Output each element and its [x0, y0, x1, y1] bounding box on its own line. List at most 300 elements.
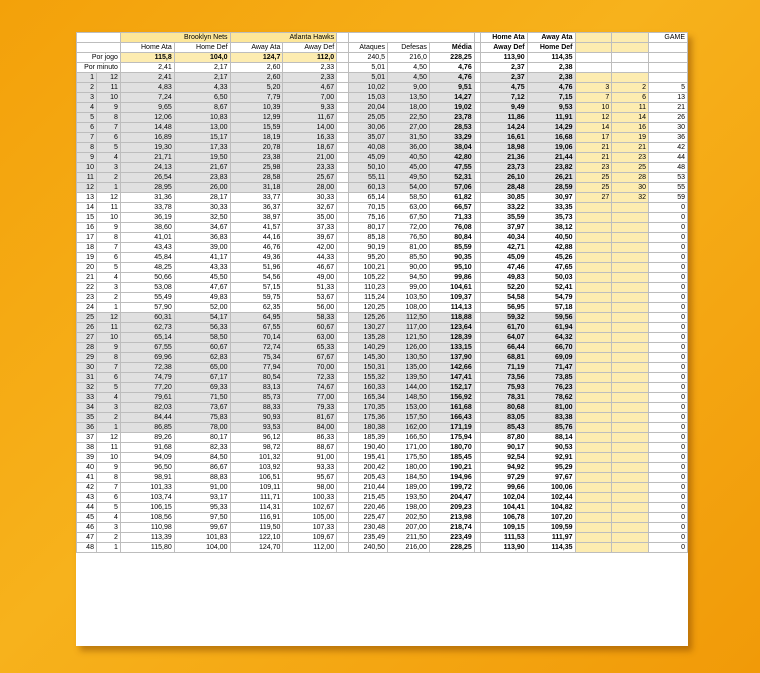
away-def-cell: 90,17 [480, 443, 527, 453]
home-def-cell: 33,35 [527, 203, 575, 213]
table-row [77, 183, 688, 193]
team-value-cell: 94,09 [120, 453, 174, 463]
ataques-cell: 35,07 [349, 133, 388, 143]
team-value-cell: 113,39 [120, 533, 174, 543]
team-value-cell: 64,95 [230, 313, 283, 323]
row-index-cell: 9 [77, 153, 97, 163]
row-index-cell: 24 [77, 303, 97, 313]
media-cell: 204,47 [429, 493, 474, 503]
extra-cell [575, 383, 612, 393]
table-row [77, 103, 688, 113]
blank-cell [649, 63, 688, 73]
extra-cell [575, 533, 612, 543]
team-value-cell: 16,33 [283, 133, 337, 143]
game-cell: 0 [649, 203, 688, 213]
team-value-cell: 58,33 [283, 313, 337, 323]
away-def-cell: 40,34 [480, 233, 527, 243]
table-row [77, 83, 688, 93]
ataques-cell: 200,42 [349, 463, 388, 473]
home-def-cell: 21,44 [527, 153, 575, 163]
team-value-cell: 20,78 [230, 143, 283, 153]
extra-cell [612, 273, 649, 283]
team-value-cell: 51,33 [283, 283, 337, 293]
row-countdown-cell: 7 [96, 123, 120, 133]
row-index-cell: 14 [77, 203, 97, 213]
extra-cell [575, 223, 612, 233]
team-value-cell: 89,26 [120, 433, 174, 443]
game-cell: 0 [649, 333, 688, 343]
row-countdown-cell: 4 [96, 273, 120, 283]
team-value-cell: 79,33 [283, 403, 337, 413]
game-cell: 0 [649, 303, 688, 313]
extra-cell: 10 [575, 103, 612, 113]
row-countdown-cell: 5 [96, 503, 120, 513]
spacer [337, 243, 349, 253]
ataques-cell: 230,48 [349, 523, 388, 533]
spacer [337, 313, 349, 323]
away-def-cell: 99,66 [480, 483, 527, 493]
team-value-cell: 2,41 [120, 73, 174, 83]
extra-cell [575, 263, 612, 273]
away-def-cell: 47,46 [480, 263, 527, 273]
team-value-cell: 56,00 [283, 303, 337, 313]
media-cell: 114,13 [429, 303, 474, 313]
team-value-cell: 25,67 [283, 173, 337, 183]
team-value-cell: 72,33 [283, 373, 337, 383]
extra-cell [575, 493, 612, 503]
extra-cell [575, 253, 612, 263]
team-value-cell: 109,67 [283, 533, 337, 543]
away-def-cell: 92,54 [480, 453, 527, 463]
spacer [337, 203, 349, 213]
team-value-cell: 67,55 [120, 343, 174, 353]
media-cell: 218,74 [429, 523, 474, 533]
team-value-cell: 17,33 [174, 143, 230, 153]
game-cell [649, 73, 688, 83]
team-value-cell: 93,17 [174, 493, 230, 503]
home-def-cell: 47,65 [527, 263, 575, 273]
table-row [77, 523, 688, 533]
extra-cell: 6 [612, 93, 649, 103]
game-cell: 0 [649, 223, 688, 233]
team-value-cell: 65,00 [174, 363, 230, 373]
home-def-cell: 59,56 [527, 313, 575, 323]
home-def-cell: 97,67 [527, 473, 575, 483]
extra-cell [612, 483, 649, 493]
media-cell: 209,23 [429, 503, 474, 513]
team-value-cell: 30,33 [174, 203, 230, 213]
row-countdown-cell: 10 [96, 333, 120, 343]
away-def-cell: 21,36 [480, 153, 527, 163]
media-cell: 42,80 [429, 153, 474, 163]
team-header-hawks: Atlanta Hawks [230, 33, 337, 43]
table-row [77, 413, 688, 423]
table-row [77, 303, 688, 313]
spacer [337, 153, 349, 163]
away-def-cell: 66,44 [480, 343, 527, 353]
ataques-cell: 180,38 [349, 423, 388, 433]
extra-cell [612, 513, 649, 523]
media-cell: 47,55 [429, 163, 474, 173]
game-cell: 59 [649, 193, 688, 203]
row-countdown-cell: 6 [96, 373, 120, 383]
row-index-cell: 40 [77, 463, 97, 473]
away-def-cell: 73,56 [480, 373, 527, 383]
ataques-cell: 155,32 [349, 373, 388, 383]
team-value-cell: 103,92 [230, 463, 283, 473]
row-countdown-cell: 10 [96, 93, 120, 103]
extra-cell: 25 [575, 183, 612, 193]
ataques-cell: 5,01 [349, 73, 388, 83]
team-value-cell: 6,50 [174, 93, 230, 103]
team-value-cell: 101,32 [230, 453, 283, 463]
spacer [337, 263, 349, 273]
ataques-cell: 165,34 [349, 393, 388, 403]
extra-cell [612, 213, 649, 223]
home-def-cell: 83,38 [527, 413, 575, 423]
team-value-cell: 39,67 [283, 233, 337, 243]
team-value-cell: 75,34 [230, 353, 283, 363]
media-cell: 171,19 [429, 423, 474, 433]
away-def-cell: 56,95 [480, 303, 527, 313]
team-value-cell: 119,50 [230, 523, 283, 533]
row-index-cell: 16 [77, 223, 97, 233]
row-countdown-cell: 6 [96, 133, 120, 143]
game-cell: 0 [649, 263, 688, 273]
por-minuto-value: 2,38 [527, 63, 575, 73]
team-value-cell: 19,50 [174, 153, 230, 163]
spacer [337, 443, 349, 453]
spacer [337, 303, 349, 313]
team-value-cell: 2,60 [230, 73, 283, 83]
row-index-cell: 33 [77, 393, 97, 403]
media-cell: 66,57 [429, 203, 474, 213]
ataques-cell: 130,27 [349, 323, 388, 333]
row-countdown-cell: 1 [96, 183, 120, 193]
home-def-cell: 52,41 [527, 283, 575, 293]
team-value-cell: 33,78 [120, 203, 174, 213]
away-def-cell: 42,71 [480, 243, 527, 253]
home-def-cell: 45,26 [527, 253, 575, 263]
header-row-teams [77, 33, 688, 43]
team-value-cell: 88,67 [283, 443, 337, 453]
extra-cell: 11 [612, 103, 649, 113]
team-value-cell: 12,99 [230, 113, 283, 123]
row-countdown-cell: 4 [96, 393, 120, 403]
row-index-cell: 28 [77, 343, 97, 353]
table-row [77, 403, 688, 413]
media-cell: 99,86 [429, 273, 474, 283]
away-def-cell: 30,85 [480, 193, 527, 203]
team-value-cell: 124,70 [230, 543, 283, 553]
spacer [337, 413, 349, 423]
row-index-cell: 44 [77, 503, 97, 513]
defesas-cell: 211,50 [388, 533, 430, 543]
extra-cell [612, 523, 649, 533]
home-def-cell: 16,68 [527, 133, 575, 143]
extra-cell [575, 353, 612, 363]
blank-cell [612, 43, 649, 53]
media-cell: 137,90 [429, 353, 474, 363]
extra-cell [575, 243, 612, 253]
spacer [337, 83, 349, 93]
row-index-cell: 25 [77, 313, 97, 323]
media-cell: 190,21 [429, 463, 474, 473]
spacer [337, 193, 349, 203]
row-index-cell: 6 [77, 123, 97, 133]
home-def-cell: 54,79 [527, 293, 575, 303]
away-def-cell: 14,24 [480, 123, 527, 133]
ataques-cell: 25,05 [349, 113, 388, 123]
media-cell: 152,17 [429, 383, 474, 393]
extra-cell [612, 503, 649, 513]
away-def-cell: 106,78 [480, 513, 527, 523]
row-countdown-cell: 12 [96, 313, 120, 323]
spacer [337, 93, 349, 103]
media-cell: 228,25 [429, 543, 474, 553]
team-value-cell: 85,73 [230, 393, 283, 403]
ataques-cell: 160,33 [349, 383, 388, 393]
extra-cell [612, 253, 649, 263]
away-def-cell: 113,90 [480, 543, 527, 553]
extra-cell: 12 [575, 113, 612, 123]
team-value-cell: 2,33 [283, 73, 337, 83]
por-jogo-value: 113,90 [480, 53, 527, 63]
table-row [77, 373, 688, 383]
away-def-cell: 71,19 [480, 363, 527, 373]
away-def-cell: 78,31 [480, 393, 527, 403]
spacer [337, 503, 349, 513]
away-def-cell: 68,81 [480, 353, 527, 363]
team-value-cell: 57,15 [230, 283, 283, 293]
extra-cell [575, 213, 612, 223]
away-def-cell: 59,32 [480, 313, 527, 323]
table-row [77, 213, 688, 223]
team-value-cell: 18,67 [283, 143, 337, 153]
away-def-cell: 54,58 [480, 293, 527, 303]
team-value-cell: 77,94 [230, 363, 283, 373]
extra-cell: 23 [612, 153, 649, 163]
home-def-cell: 114,35 [527, 543, 575, 553]
spacer [337, 183, 349, 193]
home-def-cell: 9,53 [527, 103, 575, 113]
team-value-cell: 99,67 [174, 523, 230, 533]
team-value-cell: 11,67 [283, 113, 337, 123]
team-value-cell: 110,98 [120, 523, 174, 533]
por-jogo-label: Por jogo [77, 53, 121, 63]
row-countdown-cell: 3 [96, 523, 120, 533]
table-row [77, 383, 688, 393]
extra-cell [575, 393, 612, 403]
extra-cell [612, 543, 649, 553]
game-cell: 0 [649, 383, 688, 393]
team-value-cell: 72,74 [230, 343, 283, 353]
row-countdown-cell: 12 [96, 433, 120, 443]
defesas-cell: 126,00 [388, 343, 430, 353]
defesas-cell: 166,50 [388, 433, 430, 443]
spacer [337, 163, 349, 173]
team-value-cell: 80,17 [174, 433, 230, 443]
media-cell: 133,15 [429, 343, 474, 353]
spacer [337, 533, 349, 543]
blank-cell [612, 53, 649, 63]
team-value-cell: 45,84 [120, 253, 174, 263]
game-cell: 0 [649, 233, 688, 243]
por-jogo-value: 228,25 [429, 53, 474, 63]
defesas-cell: 184,50 [388, 473, 430, 483]
col-home-def: Home Def [174, 43, 230, 53]
defesas-cell: 54,00 [388, 183, 430, 193]
por-minuto-row [77, 63, 688, 73]
team-value-cell: 112,00 [283, 543, 337, 553]
team-value-cell: 88,33 [230, 403, 283, 413]
spacer [337, 403, 349, 413]
spacer [337, 473, 349, 483]
home-def-cell: 102,44 [527, 493, 575, 503]
defesas-cell: 135,00 [388, 363, 430, 373]
extra-cell [612, 223, 649, 233]
away-def-cell: 23,73 [480, 163, 527, 173]
defesas-cell: 112,50 [388, 313, 430, 323]
team-value-cell: 7,79 [230, 93, 283, 103]
defesas-cell: 4,50 [388, 73, 430, 83]
ataques-cell: 145,30 [349, 353, 388, 363]
defesas-cell: 9,00 [388, 83, 430, 93]
por-minuto-value: 2,60 [230, 63, 283, 73]
defesas-cell: 99,00 [388, 283, 430, 293]
extra-cell [612, 303, 649, 313]
game-cell: 0 [649, 253, 688, 263]
defesas-cell: 22,50 [388, 113, 430, 123]
game-cell: 0 [649, 283, 688, 293]
ataques-cell: 80,17 [349, 223, 388, 233]
extra-cell [575, 333, 612, 343]
row-countdown-cell: 3 [96, 163, 120, 173]
ataques-cell: 120,25 [349, 303, 388, 313]
row-countdown-cell: 10 [96, 213, 120, 223]
media-cell: 166,43 [429, 413, 474, 423]
extra-cell [575, 513, 612, 523]
ataques-cell: 115,24 [349, 293, 388, 303]
extra-cell [612, 203, 649, 213]
table-row [77, 193, 688, 203]
team-value-cell: 115,80 [120, 543, 174, 553]
team-value-cell: 62,83 [174, 353, 230, 363]
row-countdown-cell: 2 [96, 173, 120, 183]
defesas-cell: 216,00 [388, 543, 430, 553]
game-cell: 0 [649, 273, 688, 283]
extra-cell: 14 [612, 113, 649, 123]
game-cell: 0 [649, 493, 688, 503]
table-row [77, 513, 688, 523]
team-value-cell: 104,00 [174, 543, 230, 553]
extra-cell [612, 283, 649, 293]
ataques-cell: 215,45 [349, 493, 388, 503]
team-value-cell: 50,66 [120, 273, 174, 283]
table-row [77, 473, 688, 483]
spacer [337, 53, 349, 63]
away-def-cell: 87,80 [480, 433, 527, 443]
row-index-cell: 32 [77, 383, 97, 393]
extra-cell: 32 [612, 193, 649, 203]
row-countdown-cell: 6 [96, 493, 120, 503]
team-value-cell: 71,50 [174, 393, 230, 403]
extra-cell [575, 413, 612, 423]
ataques-cell: 85,18 [349, 233, 388, 243]
team-value-cell: 54,56 [230, 273, 283, 283]
blank-cell [649, 53, 688, 63]
row-index-cell: 27 [77, 333, 97, 343]
away-def-cell: 111,53 [480, 533, 527, 543]
game-cell: 48 [649, 163, 688, 173]
defesas-cell: 207,00 [388, 523, 430, 533]
defesas-cell: 162,00 [388, 423, 430, 433]
spacer [337, 143, 349, 153]
team-value-cell: 62,35 [230, 303, 283, 313]
row-index-cell: 12 [77, 183, 97, 193]
row-countdown-cell: 11 [96, 443, 120, 453]
ataques-cell: 45,09 [349, 153, 388, 163]
team-value-cell: 101,83 [174, 533, 230, 543]
team-value-cell: 38,60 [120, 223, 174, 233]
spacer [337, 373, 349, 383]
row-countdown-cell: 9 [96, 463, 120, 473]
por-jogo-value: 112,0 [283, 53, 337, 63]
row-index-cell: 30 [77, 363, 97, 373]
extra-cell [612, 463, 649, 473]
row-index-cell: 20 [77, 263, 97, 273]
extra-cell [612, 323, 649, 333]
ataques-cell: 195,41 [349, 453, 388, 463]
away-def-cell: 104,41 [480, 503, 527, 513]
col-away-def-2: Away Def [480, 43, 527, 53]
team-value-cell: 28,95 [120, 183, 174, 193]
team-value-cell: 46,67 [283, 263, 337, 273]
game-cell: 0 [649, 453, 688, 463]
por-jogo-value: 216,0 [388, 53, 430, 63]
defesas-cell: 94,50 [388, 273, 430, 283]
table-row [77, 143, 688, 153]
header-home-ata: Home Ata [480, 33, 527, 43]
game-cell: 0 [649, 213, 688, 223]
media-cell: 175,94 [429, 433, 474, 443]
row-countdown-cell: 11 [96, 83, 120, 93]
extra-cell [575, 403, 612, 413]
team-value-cell: 95,33 [174, 503, 230, 513]
home-def-cell: 73,85 [527, 373, 575, 383]
ataques-cell: 170,35 [349, 403, 388, 413]
extra-cell [612, 403, 649, 413]
por-minuto-label: Por minuto [77, 63, 121, 73]
blank-cell [612, 63, 649, 73]
col-home-def-2: Home Def [527, 43, 575, 53]
row-countdown-cell: 1 [96, 543, 120, 553]
defesas-cell: 157,50 [388, 413, 430, 423]
por-jogo-row [77, 53, 688, 63]
defesas-cell: 27,00 [388, 123, 430, 133]
spacer [337, 273, 349, 283]
team-value-cell: 14,48 [120, 123, 174, 133]
team-value-cell: 10,83 [174, 113, 230, 123]
team-value-cell: 114,31 [230, 503, 283, 513]
spacer [337, 113, 349, 123]
team-value-cell: 101,33 [120, 483, 174, 493]
extra-cell [612, 373, 649, 383]
extra-cell [612, 343, 649, 353]
team-value-cell: 83,13 [230, 383, 283, 393]
media-cell: 156,92 [429, 393, 474, 403]
team-value-cell: 75,83 [174, 413, 230, 423]
